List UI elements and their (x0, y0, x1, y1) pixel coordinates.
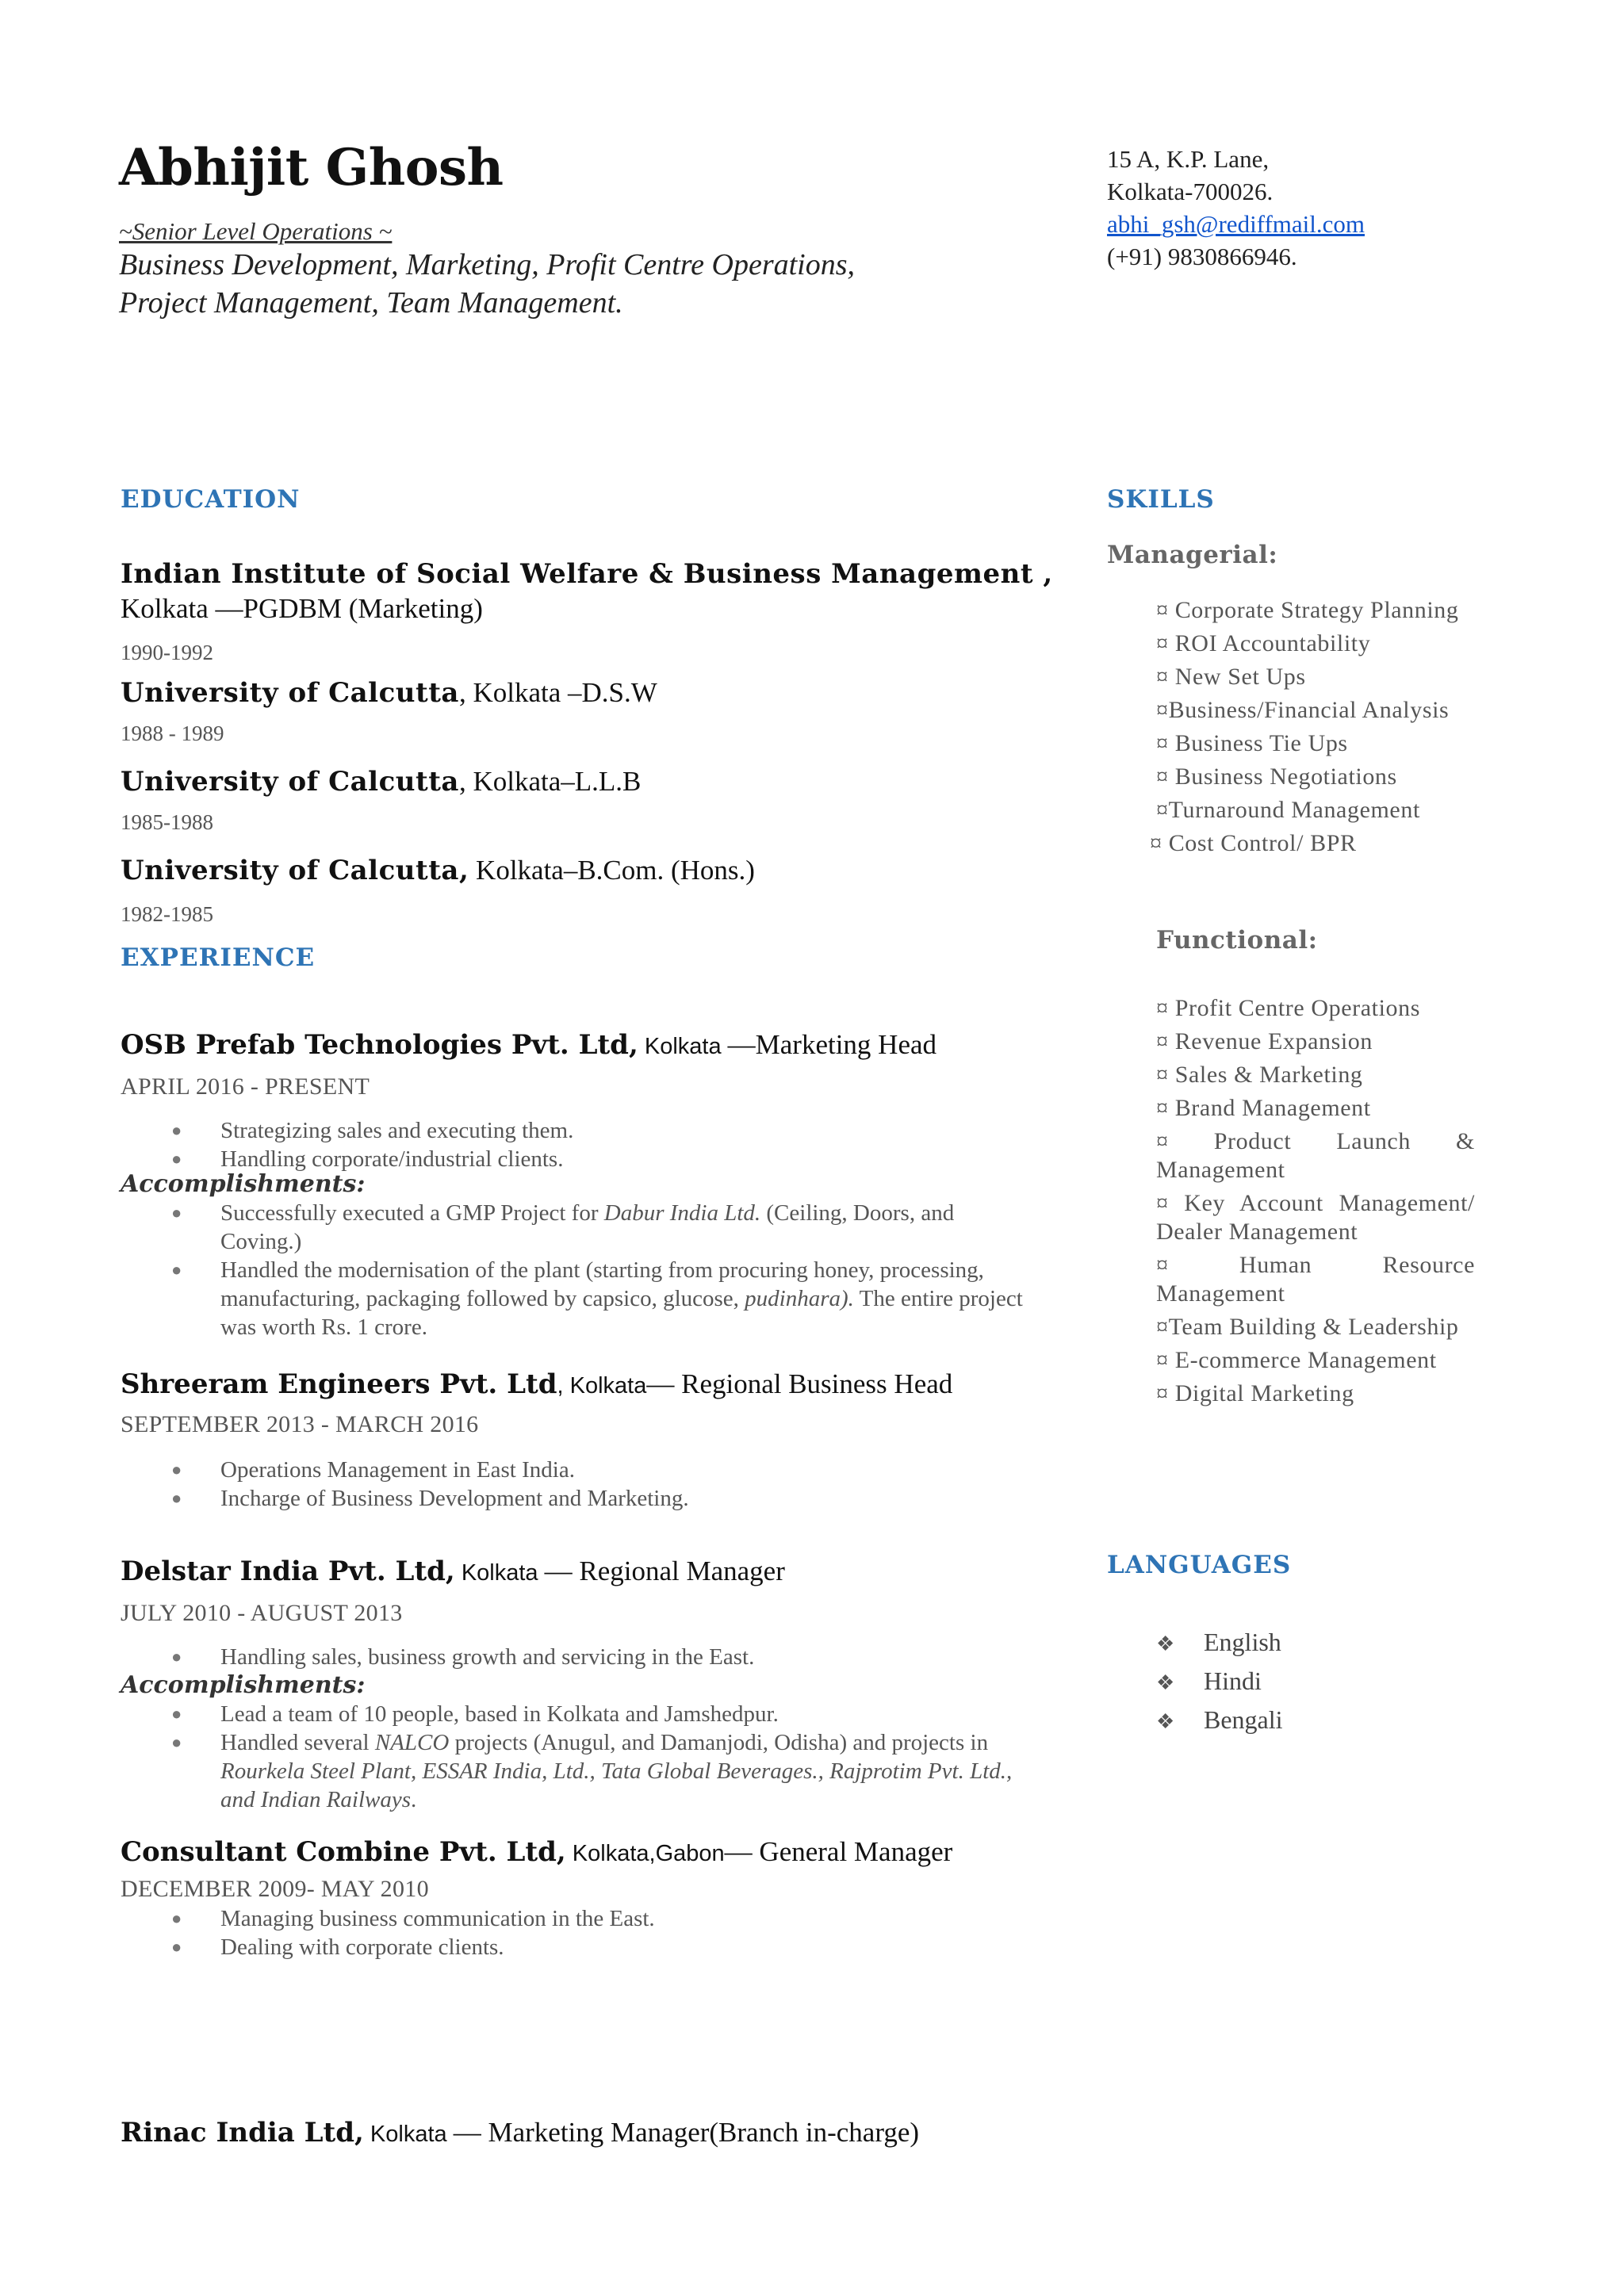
list-item: ● Strategizing sales and executing them. (121, 1116, 1040, 1145)
functional-skill-list (1156, 994, 1475, 1408)
list-item: ● Operations Management in East India. (121, 1456, 1040, 1484)
institution-name: University of Calcutta (121, 677, 459, 709)
skill-item: ¤ Product Launch & Management (1156, 1128, 1475, 1183)
job-location: Kolkata (638, 1034, 728, 1059)
duty-list (121, 1904, 1040, 1961)
education-entry (121, 766, 641, 798)
institution-name: University of Calcutta, (121, 855, 469, 886)
job-title (121, 1029, 936, 1061)
job-role: —Marketing Head (727, 1029, 937, 1060)
duty-list (121, 1643, 1040, 1671)
functional-label: Functional: (1156, 926, 1318, 955)
education-dates: 1988 - 1989 (121, 721, 224, 745)
skill-item: ¤ Key Account Management/ Dealer Management (1156, 1190, 1475, 1245)
candidate-name: Abhijit Ghosh (119, 138, 504, 197)
job-title (121, 2117, 919, 2149)
accomplishments-label: Accomplishments: (121, 1170, 366, 1198)
accomplishment-list (121, 1700, 1025, 1814)
list-item: ● Lead a team of 10 people, based in Kolkata and Jamshedpur. (121, 1700, 1025, 1728)
education-entry (121, 855, 755, 886)
list-item: ● Handling corporate/industrial clients. (121, 1145, 1040, 1173)
summary-line: Project Management, Team Management. (119, 286, 623, 320)
job-dates: DECEMBER 2009- MAY 2010 (121, 1876, 429, 1902)
job-title (121, 1836, 952, 1868)
skill-item: ¤ Business Tie Ups (1156, 730, 1348, 756)
skill-item: ¤ Profit Centre Operations (1156, 995, 1421, 1021)
contact-block (1107, 143, 1365, 273)
education-dates: 1982-1985 (121, 902, 213, 926)
skills-heading: SKILLS (1107, 485, 1215, 514)
list-item: ● Managing business communication in the East. (121, 1904, 1040, 1933)
company-name: Delstar India Pvt. Ltd, (121, 1556, 455, 1587)
phone-number: (+91) 9830866946. (1107, 243, 1297, 270)
list-item: ● Handled several NALCO projects (Anugul, and Damanjodi, Odisha) and projects in Rourkela Steel Plant, ESSAR India, Ltd., Tata Global Beverages., Rajprotim Pvt. Ltd., and Indian Railways. (121, 1728, 1025, 1814)
accomplishment-list (121, 1199, 1025, 1341)
tagline: ~Senior Level Operations ~ (119, 217, 393, 245)
job-location: Kolkata,Gabon (565, 1841, 725, 1866)
skill-item: ¤ New Set Ups (1156, 664, 1306, 690)
degree-detail: , Kolkata –D.S.W (458, 677, 657, 708)
company-name: OSB Prefab Technologies Pvt. Ltd, (121, 1029, 638, 1061)
diamond-bullet-icon: ❖ (1156, 1632, 1175, 1655)
education-dates: 1990-1992 (121, 641, 213, 664)
job-location: Kolkata (454, 1560, 545, 1586)
duty-list (121, 1116, 1040, 1173)
experience-heading: EXPERIENCE (121, 943, 316, 972)
job-location: Kolkata (363, 2122, 454, 2147)
skill-item: ¤ Brand Management (1156, 1095, 1371, 1121)
job-role: — General Manager (724, 1836, 953, 1867)
education-entry (121, 558, 1053, 590)
job-location: , Kolkata (557, 1373, 647, 1399)
degree-detail: , Kolkata–L.L.B (458, 766, 642, 797)
address-line: Kolkata-700026. (1107, 178, 1274, 205)
skill-item: ¤ Digital Marketing (1156, 1380, 1354, 1406)
skill-item: ¤Business/Financial Analysis (1156, 697, 1450, 723)
skill-item: ¤ Revenue Expansion (1156, 1028, 1373, 1054)
managerial-skill-list (1150, 596, 1475, 858)
job-title (121, 1368, 952, 1400)
list-item: ● Handled the modernisation of the plant (starting from procuring honey, processing, manufacturing, packaging followed by capsico, glucose, pudinhara). The entire project was worth Rs. 1 crore. (121, 1256, 1025, 1341)
skill-item: ¤ Business Negotiations (1156, 763, 1397, 790)
summary-line: Business Development, Marketing, Profit Centre Operations, (119, 248, 856, 281)
skill-item: ¤ Corporate Strategy Planning (1156, 597, 1459, 623)
company-name: Shreeram Engineers Pvt. Ltd (121, 1368, 557, 1400)
language-item: ❖ Bengali (1156, 1701, 1283, 1740)
diamond-bullet-icon: ❖ (1156, 1710, 1175, 1733)
skill-item: ¤ E-commerce Management (1156, 1347, 1437, 1373)
job-role: — Regional Business Head (646, 1368, 953, 1399)
list-item: ● Handling sales, business growth and servicing in the East. (121, 1643, 1040, 1671)
duty-list (121, 1456, 1040, 1513)
job-dates: APRIL 2016 - PRESENT (121, 1073, 370, 1100)
skill-item: ¤ Sales & Marketing (1156, 1062, 1363, 1088)
education-dates: 1985-1988 (121, 810, 213, 834)
profile-summary (119, 246, 855, 322)
skill-item: ¤ Human Resource Management (1156, 1252, 1475, 1307)
skill-item: ¤ Cost Control/ BPR (1150, 830, 1357, 856)
skill-item: ¤Turnaround Management (1156, 797, 1420, 823)
company-name: Rinac India Ltd, (121, 2117, 364, 2149)
email-link[interactable]: abhi_gsh@rediffmail.com (1107, 210, 1365, 238)
job-title (121, 1556, 785, 1587)
accomplishments-label: Accomplishments: (121, 1671, 366, 1699)
job-dates: JULY 2010 - AUGUST 2013 (121, 1600, 403, 1626)
skill-item: ¤Team Building & Leadership (1156, 1314, 1459, 1340)
managerial-label: Managerial: (1107, 541, 1278, 569)
education-entry (121, 677, 657, 709)
education-heading: EDUCATION (121, 485, 301, 514)
institution-name: Indian Institute of Social Welfare & Business Management , (121, 558, 1053, 590)
job-role: — Regional Manager (544, 1556, 785, 1586)
institution-name: University of Calcutta (121, 766, 459, 798)
list-item: ● Dealing with corporate clients. (121, 1933, 1040, 1961)
list-item: ● Successfully executed a GMP Project for Dabur India Ltd. (Ceiling, Doors, and Coving.) (121, 1199, 1025, 1256)
degree-detail: Kolkata–B.Com. (Hons.) (469, 855, 755, 886)
languages-heading: LANGUAGES (1107, 1551, 1292, 1579)
job-role: — Marketing Manager(Branch in-charge) (453, 2117, 920, 2148)
language-list (1156, 1624, 1283, 1740)
degree-detail: Kolkata —PGDBM (Marketing) (121, 593, 483, 624)
language-item: ❖ Hindi (1156, 1663, 1283, 1701)
diamond-bullet-icon: ❖ (1156, 1671, 1175, 1694)
address-line: 15 A, K.P. Lane, (1107, 145, 1270, 173)
list-item: ● Incharge of Business Development and Marketing. (121, 1484, 1040, 1513)
skill-item: ¤ ROI Accountability (1156, 630, 1371, 656)
job-dates: SEPTEMBER 2013 - MARCH 2016 (121, 1411, 479, 1437)
company-name: Consultant Combine Pvt. Ltd, (121, 1836, 566, 1868)
language-item: ❖ English (1156, 1624, 1283, 1663)
